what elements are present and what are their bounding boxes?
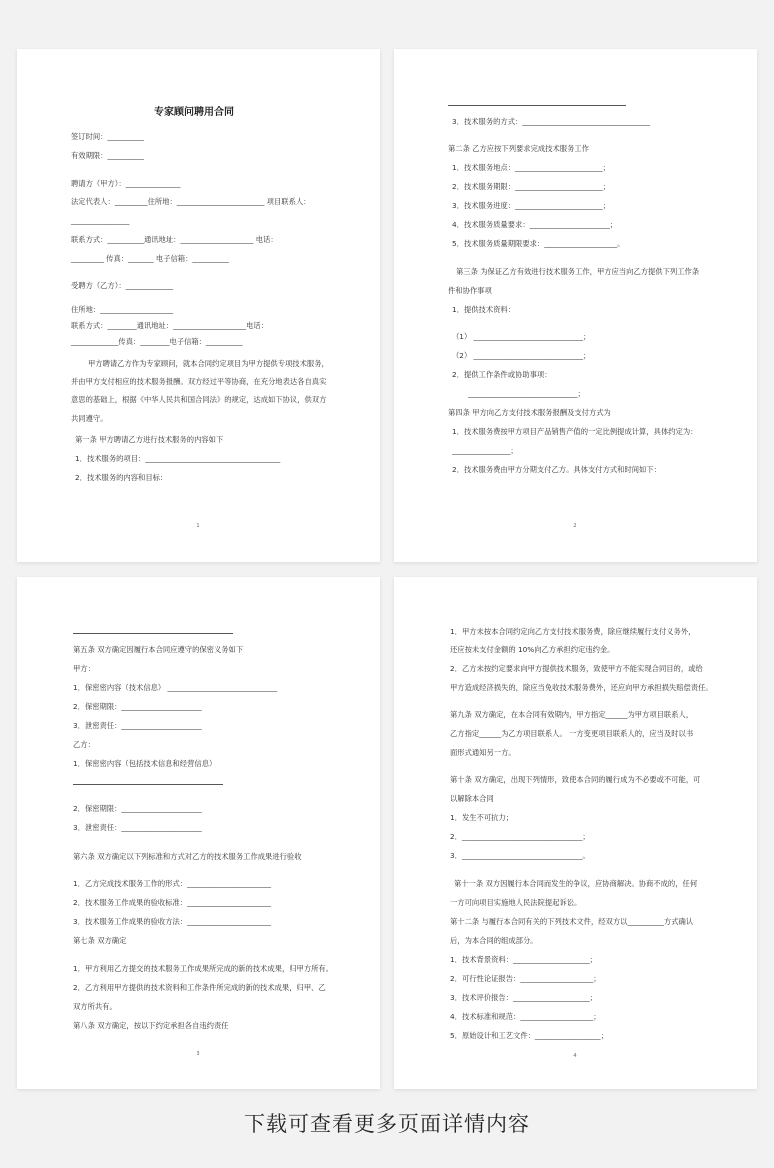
text-line: 一方可向项目实施地人民法院提起诉讼。 (450, 898, 582, 907)
text-line: 第五条 双方确定因履行本合同应遵守的保密义务如下 (73, 645, 244, 654)
text-line: 聘请方（甲方）：_______________ (71, 179, 181, 188)
text-line: 面形式通知另一方。 (450, 748, 516, 757)
document-page-2 (394, 49, 757, 562)
text-line: 乙方： (73, 740, 95, 749)
text-line: 2．技术服务期限：________________________； (452, 182, 610, 191)
text-line: 以解除本合同 (450, 794, 494, 803)
text-line: 双方所共有。 (73, 1002, 117, 1011)
text-line: _________ 传真：_______ 电子信箱：__________ (71, 254, 229, 263)
text-line: 3．泄密责任：______________________ (73, 823, 202, 832)
text-line: 第八条 双方确定，按以下约定承担各自违约责任 (73, 1021, 229, 1030)
text-line: 联系方式：________通讯地址：____________________电话： (71, 321, 269, 330)
text-line: 3．泄密责任：______________________ (73, 721, 202, 730)
text-line: 4．技术标准和规范：____________________； (450, 1012, 601, 1021)
text-line: 1．甲方未按本合同约定向乙方支付技术服务费，除应继续履行支付义务外， (450, 627, 696, 636)
document-title: 专家顾问聘用合同 (154, 107, 234, 118)
page-number: 4 (573, 1053, 577, 1059)
text-line: 1．提供技术资料： (452, 305, 516, 314)
text-line: 3．技术服务工作成果的验收方法：_______________________ (73, 917, 272, 926)
text-line: ______________________________； (468, 389, 585, 398)
text-line: 2．提供工作条件或协助事项： (452, 370, 552, 379)
text-line: 2．乙方未按约定要求向甲方提供技术服务，致使甲方不能实现合同目的，或给 (450, 664, 703, 673)
download-more-caption: 下载可查看更多页面详情内容 (244, 1112, 530, 1136)
text-line: 1．技术服务费按甲方项目产品销售产值的一定比例提成计算，具体约定为： (452, 427, 698, 436)
text-line: 受聘方（乙方）：_____________ (71, 281, 174, 290)
text-line: 第十一条 双方因履行本合同而发生的争议，应协商解决。协商不成的，任何 (454, 879, 698, 888)
text-line: 并由甲方支付相应的技术服务报酬。双方经过平等协商，在充分地表达各自真实 (71, 377, 327, 386)
page-number: 1 (196, 523, 200, 529)
text-line: ________________； (452, 446, 518, 455)
page-number: 2 (573, 523, 577, 529)
text-line: 5．技术服务质量期限要求：____________________。 (452, 239, 625, 248)
text-line: 1．发生不可抗力； (450, 813, 514, 822)
text-line: 2．保密期限：______________________ (73, 702, 202, 711)
text-line: 2．可行性论证报告：____________________； (450, 974, 601, 983)
text-line: 5．原始设计和工艺文件：__________________； (450, 1031, 608, 1040)
text-line: 1．乙方完成技术服务工作的形式：_______________________ (73, 879, 272, 888)
text-line: 1．甲方利用乙方提交的技术服务工作成果所完成的新的技术成果，归甲方所有。 (73, 964, 334, 973)
text-line: 第四条 甲方向乙方支付技术服务报酬及支付方式为 (448, 408, 611, 417)
blank-line (73, 784, 223, 785)
text-line: 甲方造成经济损失的，除应当免收技术服务费外，还应向甲方承担损失赔偿责任。 (450, 683, 713, 692)
text-line: 还应按未支付金额的 10%向乙方承担约定违约金。 (450, 645, 615, 654)
text-line: （1） ______________________________； (452, 332, 591, 341)
document-page-3 (17, 577, 380, 1089)
text-line: 3．_________________________________。 (450, 851, 590, 860)
text-line: 1．保密密内容（技术信息） ______________________________ (73, 683, 277, 692)
text-line: 1．保密密内容（包括技术信息和经营信息） (73, 759, 217, 768)
blank-line (73, 633, 233, 634)
text-line: 2．技术服务费由甲方分期支付乙方。具体支付方式和时间如下： (452, 465, 661, 474)
text-line: 住所地：____________________ (71, 305, 174, 314)
text-line: 第九条 双方确定，在本合同有效期内，甲方指定______为甲方项目联系人， (450, 710, 694, 719)
text-line: 2．技术服务的内容和目标： (75, 473, 168, 482)
text-line: 甲方： (73, 664, 95, 673)
text-line: 2．保密期限：______________________ (73, 804, 202, 813)
text-line: 1．技术背景资料：_____________________； (450, 955, 597, 964)
text-line: 1．技术服务地点：________________________； (452, 163, 610, 172)
text-line: 第十二条 与履行本合同有关的下列技术文件，经双方以__________方式确认 (450, 917, 694, 926)
text-line: 1．技术服务的项目：_____________________________________ (75, 454, 281, 463)
text-line: 3．技术评价报告：_____________________； (450, 993, 597, 1002)
text-line: _____________传真：________电子信箱：__________ (71, 337, 243, 346)
text-line: 第六条 双方确定以下列标准和方式对乙方的技术服务工作成果进行验收 (73, 852, 302, 861)
page-number: 3 (196, 1051, 200, 1057)
text-line: 甲方聘请乙方作为专家顾问，就本合同约定项目为甲方提供专项技术服务， (88, 359, 329, 368)
text-line: （2） ______________________________； (452, 351, 591, 360)
text-line: 联系方式：__________通讯地址：____________________ 电话： (71, 235, 278, 244)
text-line: 意思的基础上，根据《中华人民共和国合同法》的规定，达成如下协议，供双方 (71, 395, 327, 404)
text-line: 第七条 双方确定 (73, 936, 127, 945)
text-line: 共同遵守。 (71, 414, 108, 423)
text-line: 3．技术服务的方式：___________________________________ (452, 117, 651, 126)
text-line: 2．乙方利用甲方提供的技术资料和工作条件所完成的新的技术成果，归甲、乙 (73, 983, 326, 992)
text-line: 签订时间：__________ (71, 132, 144, 141)
text-line: 第二条 乙方应按下列要求完成技术服务工作 (448, 144, 589, 153)
text-line: 法定代表人：_________住所地：________________________ 项目联系人： (71, 197, 311, 206)
blank-line (448, 105, 626, 106)
text-line: 第三条 为保证乙方有效进行技术服务工作，甲方应当向乙方提供下列工作条 (456, 267, 700, 276)
text-line: 第一条 甲方聘请乙方进行技术服务的内容如下 (75, 435, 224, 444)
text-line: 2．技术服务工作成果的验收标准：_______________________ (73, 898, 272, 907)
text-line: 第十条 双方确定，出现下列情形，致使本合同的履行成为不必要或不可能，可 (450, 775, 701, 784)
text-line: 有效期限：__________ (71, 151, 144, 160)
text-line: 件和协作事项 (448, 286, 492, 295)
document-page-4 (394, 577, 757, 1089)
text-line: 乙方指定______为乙方项目联系人。 一方变更项目联系人的，应当及时以书 (450, 729, 694, 738)
text-line: 后，为本合同的组成部分。 (450, 936, 538, 945)
text-line: 4．技术服务质量要求：______________________； (452, 220, 618, 229)
text-line: 3．技术服务进度：________________________； (452, 201, 610, 210)
document-page-1 (17, 49, 380, 562)
text-line: 2．_________________________________； (450, 832, 590, 841)
text-line: ________________ (71, 216, 130, 225)
